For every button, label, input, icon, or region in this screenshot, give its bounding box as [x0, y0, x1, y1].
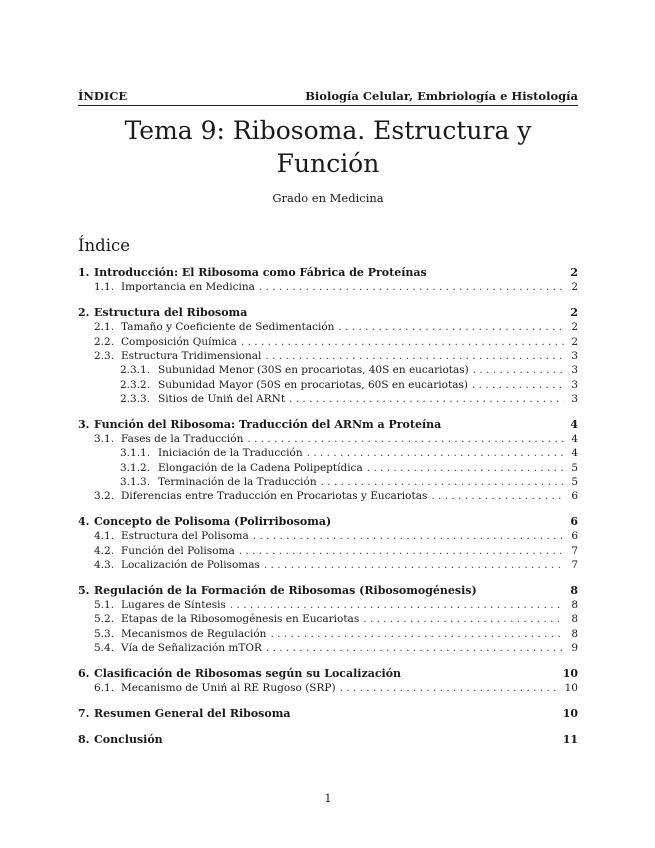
- toc-entry-page: 2: [570, 266, 578, 279]
- toc-entry-number: 1.: [78, 266, 90, 279]
- toc-entry-label: Elongación de la Cadena Polipeptídica: [158, 461, 363, 474]
- toc-entry-label: Concepto de Polisoma (Polirribosoma): [94, 514, 332, 528]
- toc-section: [78, 733, 578, 747]
- toc-entry-number: 2.2.: [94, 335, 115, 348]
- toc-entry-subsubsection[interactable]: [78, 392, 578, 406]
- toc-entry-page: 3: [571, 392, 578, 405]
- toc-entry-subsection[interactable]: [78, 432, 578, 446]
- toc-entry-page: 9: [571, 641, 578, 654]
- toc-entry-label: Diferencias entre Traducción en Procariotas y Eucariotas: [121, 490, 428, 503]
- toc-entry-subsubsection[interactable]: [78, 378, 578, 392]
- toc-entry-number: 8.: [78, 732, 90, 746]
- toc-entry-subsection[interactable]: [78, 349, 578, 363]
- toc-entry-page: 11: [562, 732, 578, 746]
- toc-section: [78, 584, 578, 655]
- toc-entry-section[interactable]: [78, 306, 578, 320]
- toc-entry-label: Iniciación de la Traducción: [158, 447, 303, 460]
- toc-entry-page: 5: [571, 475, 578, 488]
- toc-entry-page: 8: [570, 583, 578, 597]
- toc-entry-label: Introducción: El Ribosoma como Fábrica de Proteínas: [94, 266, 427, 279]
- toc-entry-subsection[interactable]: [78, 529, 578, 543]
- toc-entry-number: 5.: [78, 583, 90, 597]
- toc-section: [78, 667, 578, 696]
- toc-leader-dots: [266, 641, 564, 655]
- toc-heading: Índice: [78, 236, 130, 255]
- toc-entry-section[interactable]: [78, 515, 578, 529]
- toc-leader-dots: [340, 681, 561, 695]
- toc-entry-subsection[interactable]: [78, 280, 578, 294]
- toc-entry-section[interactable]: [78, 418, 578, 432]
- toc-entry-number: 4.2.: [94, 544, 115, 557]
- toc-entry-subsection[interactable]: [78, 627, 578, 641]
- toc-entry-section[interactable]: [78, 733, 578, 747]
- toc-entry-page: 8: [571, 613, 578, 626]
- toc-leader-dots: [363, 612, 564, 626]
- toc-entry-label: Función del Ribosoma: Traducción del ARNm a Proteína: [94, 417, 442, 431]
- toc-entry-label: Subunidad Mayor (50S en procariotas, 60S en eucariotas): [158, 378, 468, 391]
- toc-entry-number: 4.3.: [94, 558, 115, 571]
- toc-entry-page: 4: [571, 432, 578, 445]
- header-right: Biología Celular, Embriología e Histología: [305, 89, 578, 103]
- toc-entry-label: Mecanismo de Uniń al RE Rugoso (SRP): [121, 681, 336, 694]
- toc-leader-dots: [264, 558, 564, 572]
- toc-entry-subsection[interactable]: [78, 612, 578, 626]
- toc-entry-page: 4: [570, 417, 578, 431]
- table-of-contents: [78, 266, 578, 758]
- toc-entry-page: 10: [562, 666, 578, 680]
- toc-entry-label: Lugares de Síntesis: [121, 598, 226, 611]
- toc-entry-subsubsection[interactable]: [78, 363, 578, 377]
- toc-entry-number: 2.3.2.: [120, 378, 151, 391]
- toc-leader-dots: [321, 475, 564, 489]
- toc-section: [78, 707, 578, 721]
- toc-section: [78, 515, 578, 572]
- toc-entry-page: 6: [570, 514, 578, 528]
- toc-entry-number: 4.: [78, 514, 90, 528]
- toc-leader-dots: [241, 335, 564, 349]
- toc-leader-dots: [259, 280, 564, 294]
- toc-entry-subsection[interactable]: [78, 335, 578, 349]
- toc-leader-dots: [473, 363, 564, 377]
- toc-entry-number: 3.1.2.: [120, 461, 151, 474]
- toc-entry-subsection[interactable]: [78, 489, 578, 503]
- toc-entry-section[interactable]: [78, 584, 578, 598]
- toc-entry-number: 5.2.: [94, 613, 115, 626]
- header-left: ÍNDICE: [78, 89, 128, 103]
- toc-section: [78, 418, 578, 504]
- toc-leader-dots: [239, 544, 564, 558]
- toc-entry-label: Conclusión: [94, 732, 163, 746]
- toc-entry-subsection[interactable]: [78, 598, 578, 612]
- toc-entry-number: 6.1.: [94, 681, 115, 694]
- toc-entry-label: Tamaño y Coeficiente de Sedimentación: [121, 321, 335, 334]
- toc-leader-dots: [338, 320, 564, 334]
- toc-entry-label: Regulación de la Formación de Ribosomas (Ribosomogénesis): [94, 583, 477, 597]
- toc-section: [78, 306, 578, 406]
- toc-entry-section[interactable]: [78, 707, 578, 721]
- toc-leader-dots: [247, 432, 564, 446]
- toc-entry-label: Clasificación de Ribosomas según su Localización: [94, 666, 402, 680]
- toc-leader-dots: [265, 349, 564, 363]
- toc-entry-number: 7.: [78, 706, 90, 720]
- toc-entry-page: 2: [571, 321, 578, 334]
- toc-section: [78, 266, 578, 295]
- toc-entry-page: 6: [571, 530, 578, 543]
- toc-entry-page: 3: [571, 378, 578, 391]
- toc-entry-label: Importancia en Medicina: [121, 281, 255, 294]
- toc-entry-label: Vía de Señalización mTOR: [121, 641, 262, 654]
- document-subtitle: Grado en Medicina: [272, 191, 384, 205]
- toc-entry-page: 5: [571, 461, 578, 474]
- toc-entry-number: 6.: [78, 666, 90, 680]
- running-header: [78, 89, 578, 106]
- toc-entry-section[interactable]: [78, 667, 578, 681]
- toc-entry-number: 5.4.: [94, 641, 115, 654]
- toc-entry-page: 10: [564, 681, 578, 694]
- toc-entry-page: 3: [571, 364, 578, 377]
- toc-entry-label: Terminación de la Traducción: [158, 475, 317, 488]
- toc-leader-dots: [367, 461, 564, 475]
- toc-entry-number: 5.1.: [94, 598, 115, 611]
- toc-entry-page: 8: [571, 627, 578, 640]
- toc-entry-page: 7: [571, 544, 578, 557]
- toc-entry-number: 3.1.: [94, 432, 115, 445]
- toc-entry-page: 7: [571, 558, 578, 571]
- toc-leader-dots: [270, 627, 564, 641]
- toc-entry-label: Subunidad Menor (30S en procariotas, 40S en eucariotas): [158, 364, 469, 377]
- toc-entry-subsection[interactable]: [78, 558, 578, 572]
- document-title: Tema 9: Ribosoma. Estructura y Función: [124, 116, 532, 178]
- toc-entry-label: Fases de la Traducción: [121, 432, 244, 445]
- toc-entry-subsection[interactable]: [78, 641, 578, 655]
- toc-entry-label: Resumen General del Ribosoma: [94, 706, 291, 720]
- page-number: 1: [324, 792, 332, 805]
- toc-entry-page: 8: [571, 598, 578, 611]
- toc-entry-page: 3: [571, 349, 578, 362]
- toc-entry-subsection[interactable]: [78, 681, 578, 695]
- toc-entry-label: Estructura del Polisoma: [121, 530, 249, 543]
- toc-entry-label: Sitios de Uniń del ARNt: [158, 392, 286, 405]
- toc-entry-page: 2: [571, 281, 578, 294]
- toc-entry-number: 2.1.: [94, 321, 115, 334]
- toc-entry-number: 3.1.1.: [120, 447, 151, 460]
- toc-leader-dots: [289, 392, 564, 406]
- toc-entry-page: 2: [570, 306, 578, 320]
- toc-entry-page: 10: [562, 706, 578, 720]
- toc-entry-number: 4.1.: [94, 530, 115, 543]
- toc-leader-dots: [307, 446, 564, 460]
- toc-leader-dots: [230, 598, 564, 612]
- toc-entry-label: Función del Polisoma: [121, 544, 235, 557]
- toc-entry-label: Composición Química: [121, 335, 237, 348]
- toc-entry-subsubsection[interactable]: [78, 461, 578, 475]
- toc-entry-label: Etapas de la Ribosomogénesis en Eucariotas: [121, 613, 360, 626]
- toc-entry-number: 3.1.3.: [120, 475, 151, 488]
- toc-entry-label: Estructura del Ribosoma: [94, 306, 248, 320]
- toc-entry-label: Localización de Polisomas: [121, 558, 260, 571]
- toc-entry-subsection[interactable]: [78, 544, 578, 558]
- toc-entry-number: 2.3.: [94, 349, 115, 362]
- toc-entry-label: Mecanismos de Regulación: [121, 627, 267, 640]
- toc-entry-subsection[interactable]: [78, 320, 578, 334]
- toc-entry-page: 2: [571, 335, 578, 348]
- toc-entry-page: 6: [571, 490, 578, 503]
- toc-entry-number: 3.: [78, 417, 90, 431]
- toc-entry-section[interactable]: [78, 266, 578, 280]
- toc-entry-subsubsection[interactable]: [78, 475, 578, 489]
- toc-leader-dots: [472, 378, 564, 392]
- toc-entry-page: 4: [571, 447, 578, 460]
- toc-entry-number: 1.1.: [94, 281, 115, 294]
- toc-entry-label: Estructura Tridimensional: [121, 349, 262, 362]
- toc-entry-subsubsection[interactable]: [78, 446, 578, 460]
- toc-entry-number: 2.3.3.: [120, 392, 151, 405]
- toc-entry-number: 2.3.1.: [120, 364, 151, 377]
- toc-leader-dots: [431, 489, 564, 503]
- toc-entry-number: 5.3.: [94, 627, 115, 640]
- toc-entry-number: 2.: [78, 306, 90, 320]
- toc-leader-dots: [253, 529, 564, 543]
- toc-entry-number: 3.2.: [94, 490, 115, 503]
